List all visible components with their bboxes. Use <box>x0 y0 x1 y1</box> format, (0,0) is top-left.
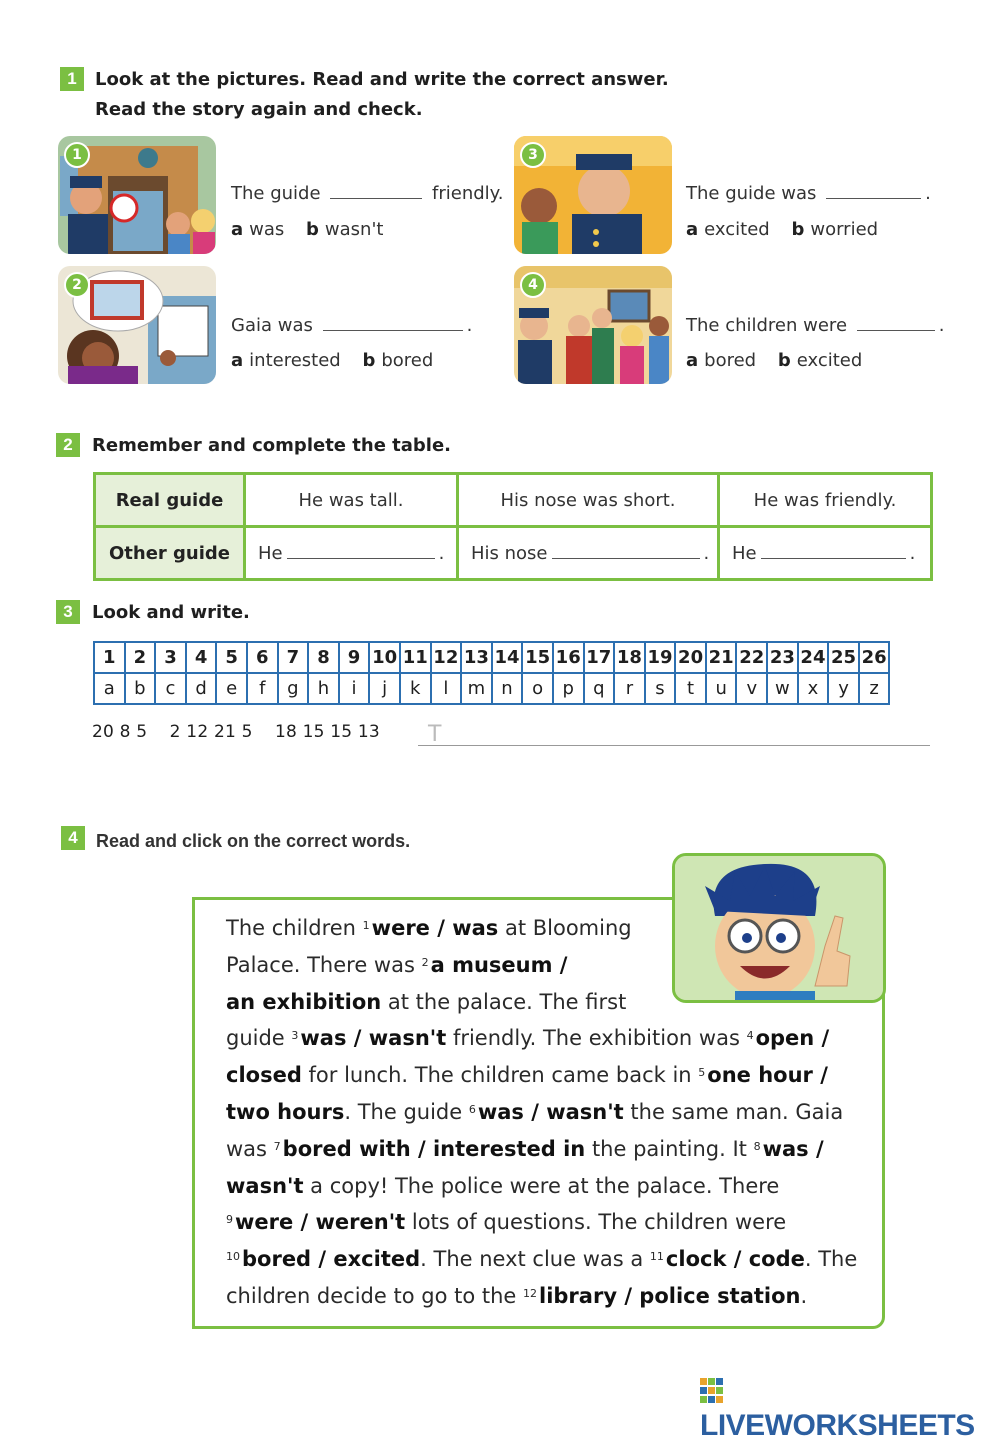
code-number-cell: 6 <box>247 642 278 673</box>
choice-5[interactable]: one hour / <box>707 1063 828 1088</box>
choice-9[interactable]: were / weren't <box>235 1210 406 1235</box>
code-number-cell: 15 <box>522 642 553 673</box>
code-number-cell: 17 <box>584 642 615 673</box>
cell-prefix: He <box>258 542 283 564</box>
code-letter-cell: l <box>431 673 462 704</box>
picture-3-number: 3 <box>520 142 546 168</box>
code-letter-cell: m <box>461 673 492 704</box>
liveworksheets-logo: LIVEWORKSHEETS <box>700 1375 1000 1443</box>
code-letter-cell: f <box>247 673 278 704</box>
option-b-label: b <box>791 219 805 240</box>
code-number-cell: 16 <box>553 642 584 673</box>
option-b-label: b <box>306 219 319 240</box>
choice-7[interactable]: bored with / interested in <box>282 1136 586 1161</box>
code-letter-cell: g <box>278 673 309 704</box>
code-letter-cell: a <box>94 673 125 704</box>
picture-2 <box>58 266 216 384</box>
code-letter-cell: k <box>400 673 431 704</box>
choice-12[interactable]: library / police station <box>539 1283 801 1308</box>
choice-11[interactable]: clock / code <box>665 1247 805 1272</box>
table-cell <box>458 527 719 580</box>
story-line: Palace. There was $^2$a museum / <box>226 952 568 977</box>
code-letter-cell: q <box>584 673 615 704</box>
story-text <box>226 910 866 1315</box>
number-row <box>94 642 889 673</box>
row-header-other-guide: Other guide <box>95 527 245 580</box>
table-cell: He was tall. <box>245 474 458 527</box>
ex1-item4-sentence <box>686 315 944 336</box>
exercise-2-heading: Remember and complete the table. <box>92 435 452 456</box>
code-letter-cell: x <box>798 673 829 704</box>
ex1-item1-option-a: was <box>249 219 285 240</box>
option-a-label: a <box>686 350 699 371</box>
table-cell <box>719 527 932 580</box>
code-number-cell: 25 <box>828 642 859 673</box>
answer-blank[interactable] <box>287 557 435 559</box>
picture-1-number: 1 <box>64 142 90 168</box>
code-number-cell: 11 <box>400 642 431 673</box>
ex1-item3-option-a: excited <box>704 219 770 240</box>
choice-5[interactable]: two hours <box>226 1099 345 1124</box>
logo-icon <box>700 1378 724 1404</box>
option-b-label: b <box>362 350 376 371</box>
code-letter-cell: z <box>859 673 890 704</box>
code-number-cell: 19 <box>645 642 676 673</box>
text-cursor: T <box>428 722 442 747</box>
code-number-cell: 14 <box>492 642 523 673</box>
alphabet-code-table <box>93 641 890 705</box>
story-line: children decide to go to the $^{12}$library / police station. <box>226 1283 808 1308</box>
option-a-label: a <box>231 350 244 371</box>
choice-6[interactable]: was / wasn't <box>477 1099 624 1124</box>
answer-blank[interactable] <box>552 557 700 559</box>
picture-3 <box>514 136 672 254</box>
code-number-cell: 24 <box>798 642 829 673</box>
ex1-item3-options <box>686 219 878 240</box>
picture-2-number: 2 <box>64 272 90 298</box>
code-letter-cell: j <box>369 673 400 704</box>
code-number-cell: 3 <box>155 642 186 673</box>
choice-10[interactable]: bored / excited <box>242 1247 421 1272</box>
story-line: two hours. The guide $^6$was / wasn't the same man. Gaia <box>226 1099 844 1124</box>
choice-2[interactable]: a museum / <box>430 952 568 977</box>
choice-1[interactable]: were / was <box>371 916 499 940</box>
cell-end: . <box>909 542 916 564</box>
ex1-item2-blank[interactable] <box>323 329 463 331</box>
code-number-cell: 20 <box>675 642 706 673</box>
ex1-item2-sentence <box>231 315 472 336</box>
cell-prefix: His nose <box>471 542 548 564</box>
code-letter-cell: t <box>675 673 706 704</box>
table-row <box>95 474 932 527</box>
code-number-cell: 1 <box>94 642 125 673</box>
ex1-item3-option-b: worried <box>810 219 879 240</box>
exercise-3-heading: Look and write. <box>92 602 250 623</box>
ex1-item4-before: The children were <box>686 315 848 336</box>
story-line: $^{10}$bored / excited. The next clue was a $^{11}$clock / code. The <box>226 1247 858 1272</box>
ex1-item4-option-b: excited <box>796 350 863 371</box>
ex1-item1-after: friendly. <box>432 183 504 204</box>
code-letter-cell: e <box>216 673 247 704</box>
code-letter-cell: u <box>706 673 737 704</box>
code-number-cell: 9 <box>339 642 370 673</box>
choice-8[interactable]: was / <box>762 1136 824 1161</box>
exercise-1-heading <box>95 65 669 125</box>
code-number-cell: 13 <box>461 642 492 673</box>
ex1-item4-options <box>686 350 862 371</box>
code-letter-cell: n <box>492 673 523 704</box>
choice-4[interactable]: closed <box>226 1063 302 1088</box>
exercise-1-heading-line2: Read the story again and check. <box>95 99 423 120</box>
ex1-item1-before: The guide <box>231 183 321 204</box>
code-letter-cell: w <box>767 673 798 704</box>
exercise-4-heading: Read and click on the correct words. <box>96 831 411 851</box>
table-cell: He was friendly. <box>719 474 932 527</box>
code-letter-cell: o <box>522 673 553 704</box>
choice-8[interactable]: wasn't <box>226 1173 304 1198</box>
ex1-item2-after: . <box>466 315 473 336</box>
story-line: an exhibition at the palace. The first <box>226 989 627 1014</box>
ex1-item4-option-a: bored <box>704 350 757 371</box>
ex1-item1-blank[interactable] <box>330 197 422 199</box>
table-cell: His nose was short. <box>458 474 719 527</box>
picture-4 <box>514 266 672 384</box>
ex1-item2-before: Gaia was <box>231 315 313 336</box>
code-number-cell: 23 <box>767 642 798 673</box>
code-number-cell: 7 <box>278 642 309 673</box>
choice-4[interactable]: open / <box>755 1026 830 1051</box>
table-row <box>95 527 932 580</box>
ex1-item2-option-b: bored <box>381 350 434 371</box>
code-letter-cell: y <box>828 673 859 704</box>
code-letter-cell: c <box>155 673 186 704</box>
code-number-cell: 4 <box>186 642 217 673</box>
story-line: guide $^3$was / wasn't friendly. The exhibition was $^4$open / <box>226 1026 830 1051</box>
guide-table <box>93 472 933 581</box>
code-letter-cell: r <box>614 673 645 704</box>
code-letter-cell: d <box>186 673 217 704</box>
code-puzzle: 20 8 5 2 12 21 5 18 15 15 13 <box>92 722 380 742</box>
choice-2[interactable]: an exhibition <box>226 989 382 1014</box>
code-number-cell: 5 <box>216 642 247 673</box>
code-letter-cell: h <box>308 673 339 704</box>
ex1-item2-options <box>231 350 433 371</box>
code-letter-cell: s <box>645 673 676 704</box>
code-number-cell: 26 <box>859 642 890 673</box>
code-number-cell: 22 <box>736 642 767 673</box>
answer-input-line[interactable] <box>418 745 930 746</box>
ex1-item3-before: The guide was <box>686 183 817 204</box>
choice-3[interactable]: was / wasn't <box>300 1026 447 1051</box>
ex1-item3-after: . <box>925 183 931 204</box>
code-letter-cell: v <box>736 673 767 704</box>
code-number-cell: 12 <box>431 642 462 673</box>
table-cell <box>245 527 458 580</box>
option-b-label: b <box>777 350 791 371</box>
exercise-3-number: 3 <box>56 600 80 624</box>
cell-end: . <box>703 542 710 564</box>
story-line: The children $^1$were / was at Blooming <box>226 916 632 940</box>
option-a-label: a <box>686 219 699 240</box>
story-line: wasn't a copy! The police were at the palace. There <box>226 1173 780 1198</box>
code-letter-cell: p <box>553 673 584 704</box>
code-letter-cell: b <box>125 673 156 704</box>
exercise-2-number: 2 <box>56 433 80 457</box>
ex1-item1-sentence <box>231 183 503 204</box>
option-a-label: a <box>231 219 244 240</box>
code-number-cell: 2 <box>125 642 156 673</box>
answer-blank[interactable] <box>761 557 906 559</box>
ex1-item1-options <box>231 219 383 240</box>
code-letter-cell: i <box>339 673 370 704</box>
exercise-1-heading-line1: Look at the pictures. Read and write the correct answer. <box>95 69 669 90</box>
letter-row <box>94 673 889 704</box>
cell-end: . <box>438 542 445 564</box>
ex1-item4-after: . <box>938 315 945 336</box>
exercise-4-number: 4 <box>61 826 85 850</box>
ex1-item4-blank[interactable] <box>857 329 935 331</box>
code-number-cell: 21 <box>706 642 737 673</box>
picture-1 <box>58 136 216 254</box>
exercise-1-number: 1 <box>60 67 84 91</box>
story-line: $^9$were / weren't lots of questions. The children were <box>226 1210 787 1235</box>
ex1-item3-sentence <box>686 183 931 204</box>
ex1-item2-option-a: interested <box>249 350 341 371</box>
ex1-item1-option-b: wasn't <box>324 219 384 240</box>
story-line: closed for lunch. The children came back in $^5$one hour / <box>226 1063 828 1088</box>
row-header-real-guide: Real guide <box>95 474 245 527</box>
picture-4-number: 4 <box>520 272 546 298</box>
story-line: was $^7$bored with / interested in the painting. It $^8$was / <box>226 1136 824 1161</box>
cell-prefix: He <box>732 542 757 564</box>
code-number-cell: 10 <box>369 642 400 673</box>
ex1-item3-blank[interactable] <box>826 197 921 199</box>
code-number-cell: 18 <box>614 642 645 673</box>
code-number-cell: 8 <box>308 642 339 673</box>
